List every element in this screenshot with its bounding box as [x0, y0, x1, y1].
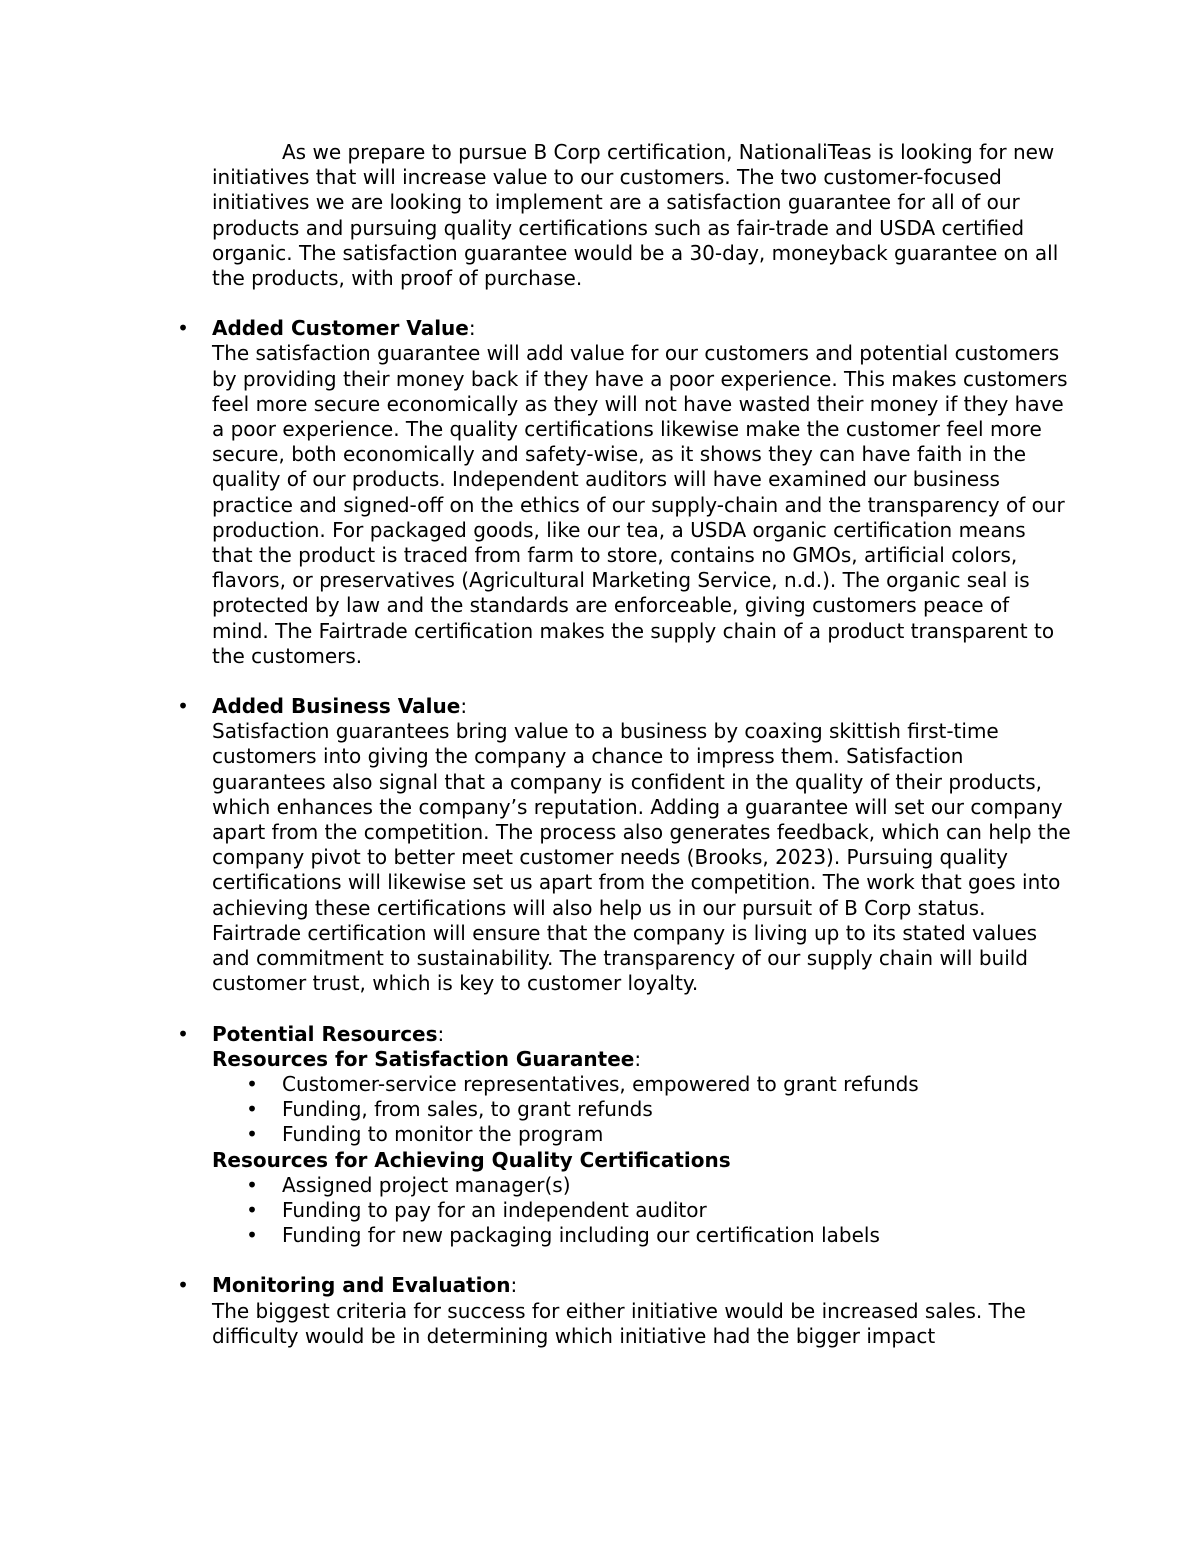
certification-resource-list: [212, 1173, 1072, 1249]
subheading-satisfaction-guarantee: [212, 1047, 1072, 1072]
document-page: [177, 140, 1072, 1349]
list-item: [246, 1122, 1072, 1147]
heading-text: Added Customer Value: [212, 316, 469, 341]
bullet-icon: •: [246, 1122, 258, 1147]
heading-colon: :: [468, 316, 476, 341]
subheading-colon: :: [634, 1046, 642, 1071]
bullet-icon: •: [246, 1197, 258, 1222]
guarantee-resource-list: [212, 1072, 1072, 1148]
bullet-icon: •: [246, 1071, 258, 1096]
list-item: [246, 1223, 1072, 1248]
bullet-icon: •: [177, 316, 189, 341]
list-item: [246, 1197, 1072, 1223]
list-item: [246, 1097, 1072, 1122]
list-item-text: Funding to pay for an independent auditor: [282, 1197, 707, 1222]
heading-text: Potential Resources: [212, 1021, 438, 1046]
list-item-text: Funding, from sales, to grant refunds: [282, 1097, 653, 1122]
heading-text: Monitoring and Evaluation: [212, 1273, 511, 1298]
list-item-text: Funding for new packaging including our certification labels: [282, 1223, 880, 1248]
section-body: Satisfaction guarantees bring value to a business by coaxing skittish first-time customers into giving the company a chance to impress them. Satisfaction guarantees also signal that a company is confident in the quality of their products, which enhances the company’s reputation. Adding a guarantee will set our company apart from the competition. The process also generates feedback, which can help the company pivot to better meet customer needs (Brooks, 2023). Pursuing quality certifications will likewise set us apart from the competition. The work that goes into achieving these certifications will also help us in our pursuit of B Corp status. Fairtrade certification will ensure that the company is living up to its stated values and commitment to sustainability. The transparency of our supply chain will build customer trust, which is key to customer loyalty.: [212, 719, 1071, 996]
bullet-icon: •: [246, 1223, 258, 1248]
intro-paragraph: As we prepare to pursue B Corp certification, NationaliTeas is looking for new initiatives that will increase value to our customers. The two customer-focused initiatives we are looking to implement are a satisfaction guarantee for all of our products and pursuing quality certifications such as fair-trade and USDA certified organic. The satisfaction guarantee would be a 30-day, moneyback guarantee on all the products, with proof of purchase.: [212, 140, 1059, 291]
heading-colon: :: [460, 694, 468, 719]
section-heading: [212, 1273, 1072, 1298]
heading-text: Added Business Value: [212, 694, 461, 719]
list-item: [246, 1172, 1072, 1198]
bullet-icon: •: [246, 1097, 258, 1122]
list-item-text: Funding to monitor the program: [282, 1122, 604, 1147]
heading-colon: :: [510, 1273, 518, 1298]
section-body: The satisfaction guarantee will add value for our customers and potential customers by providing their money back if they have a poor experience. This makes customers feel more secure economically as they will not have wasted their money if they have a poor experience. The quality certifications likewise make the customer feel more secure, both economically and safety-wise, as it shows they can have faith in the quality of our products. Independent auditors will have examined our business practice and signed-off on the ethics of our supply-chain and the transparency of our production. For packaged goods, like our tea, a USDA organic certification means that the product is traced from farm to store, contains no GMOs, artificial colors, flavors, or preservatives (Agricultural Marketing Service, n.d.). The organic seal is protected by law and the standards are enforceable, giving customers peace of mind. The Fairtrade certification makes the supply chain of a product transparent to the customers.: [212, 341, 1068, 668]
section-potential-resources: [177, 1021, 1072, 1249]
section-body: The biggest criteria for success for either initiative would be increased sales. The difficulty would be in determining which initiative had the bigger impact: [212, 1298, 1026, 1348]
list-item-text: Customer-service representatives, empowered to grant refunds: [282, 1071, 919, 1096]
section-added-business-value: [177, 694, 1072, 996]
heading-colon: :: [437, 1021, 445, 1046]
subheading-quality-certifications: [212, 1148, 1072, 1173]
section-added-customer-value: [177, 316, 1072, 669]
list-item-text: Assigned project manager(s): [282, 1172, 571, 1197]
bullet-icon: •: [177, 694, 189, 719]
section-heading: [212, 1022, 1072, 1047]
section-heading: [212, 316, 1072, 341]
subheading-text: Resources for Achieving Quality Certifications: [212, 1147, 731, 1172]
bullet-icon: •: [246, 1172, 258, 1197]
bullet-icon: •: [177, 1021, 189, 1046]
list-item: [246, 1071, 1072, 1097]
section-heading: [212, 694, 1072, 719]
subheading-text: Resources for Satisfaction Guarantee: [212, 1046, 635, 1071]
section-monitoring-and-evaluation: [177, 1273, 1072, 1349]
bullet-icon: •: [177, 1273, 189, 1298]
